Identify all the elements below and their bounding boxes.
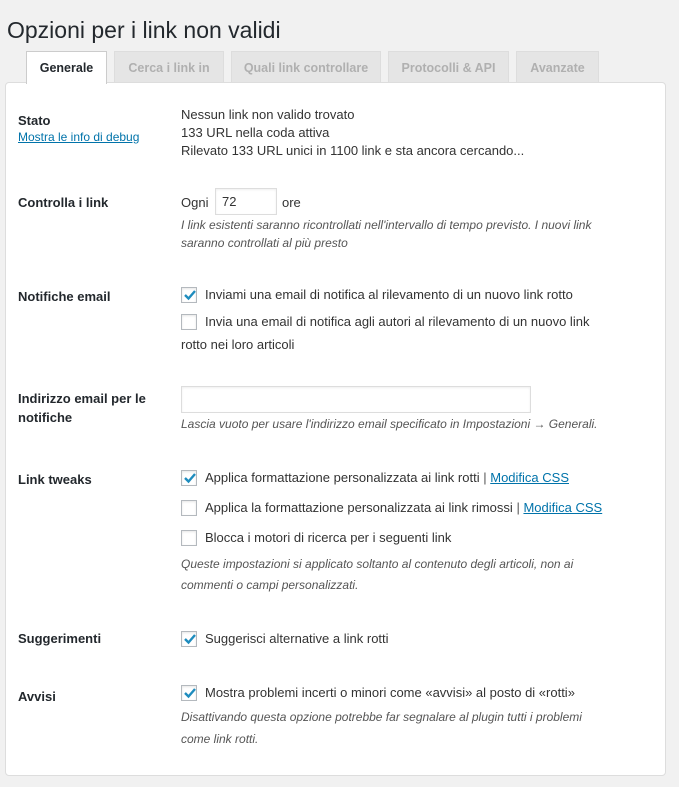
interval-prefix: Ogni	[181, 195, 209, 210]
checkmark-icon	[183, 288, 197, 302]
notify-authors-label-2: rotto nei loro articoli	[181, 337, 295, 352]
notifiche-label: Notifiche email	[18, 289, 111, 304]
controlla-label: Controlla i link	[18, 195, 109, 210]
interval-input[interactable]	[215, 188, 277, 215]
avvisi-desc-2: come link rotti.	[181, 732, 259, 746]
controlla-desc-2: saranno controllati al più presto	[181, 236, 348, 250]
avvisi-label: Avvisi	[18, 689, 56, 704]
format-removed-label: Applica la formattazione personalizzata ai link rimossi	[205, 500, 513, 515]
format-removed-checkbox[interactable]	[181, 500, 197, 516]
notify-me-checkbox[interactable]	[181, 287, 197, 303]
tweaks-desc-2: commenti o campi personalizzati.	[181, 578, 359, 592]
tab-quali-link[interactable]: Quali link controllare	[231, 51, 381, 83]
notify-me-label: Inviami una email di notifica al rilevamento di un nuovo link rotto	[205, 287, 573, 302]
format-broken-label: Applica formattazione personalizzata ai link rotti	[205, 470, 480, 485]
checkmark-icon	[183, 686, 197, 700]
checkmark-icon	[183, 632, 197, 646]
tweaks-label: Link tweaks	[18, 472, 92, 487]
page-title: Opzioni per i link non validi	[7, 17, 281, 44]
block-search-engines-checkbox[interactable]	[181, 530, 197, 546]
checkmark-icon	[183, 471, 197, 485]
interval-suffix: ore	[282, 195, 301, 210]
tab-protocolli-api[interactable]: Protocolli & API	[388, 51, 509, 83]
tab-cerca-link[interactable]: Cerca i link in	[114, 51, 224, 83]
tweaks-desc-1: Queste impostazioni si applicato soltanto al contenuto degli articoli, non ai	[181, 557, 574, 571]
warnings-label: Mostra problemi incerti o minori come «avvisi» al posto di «rotti»	[205, 685, 575, 700]
email-address-desc: Lascia vuoto per usare l'indirizzo email specificato in Impostazioni → Generali.	[181, 417, 598, 431]
warnings-checkbox[interactable]	[181, 685, 197, 701]
tab-avanzate[interactable]: Avanzate	[516, 51, 599, 83]
email-address-input[interactable]	[181, 386, 531, 413]
debug-info-link[interactable]: Mostra le info di debug	[18, 130, 140, 144]
notify-authors-label-1: Invia una email di notifica agli autori al rilevamento di un nuovo link	[205, 314, 590, 329]
format-removed-row	[205, 498, 602, 518]
email-address-label-2: notifiche	[18, 410, 73, 425]
avvisi-desc-1: Disattivando questa opzione potrebbe far segnalare al plugin tutti i problemi	[181, 710, 582, 724]
notify-authors-checkbox[interactable]	[181, 314, 197, 330]
suggest-alternatives-checkbox[interactable]	[181, 631, 197, 647]
stato-line-1: Nessun link non valido trovato	[181, 107, 355, 122]
controlla-desc-1: I link esistenti saranno ricontrollati nell'intervallo di tempo previsto. I nuovi link	[181, 218, 592, 232]
email-address-label-1: Indirizzo email per le	[18, 391, 146, 406]
separator: |	[483, 470, 487, 485]
stato-line-2: 133 URL nella coda attiva	[181, 125, 330, 140]
stato-label: Stato	[18, 113, 51, 128]
tab-generale[interactable]: Generale	[26, 51, 107, 84]
format-broken-row	[205, 468, 569, 488]
separator: |	[516, 500, 520, 515]
suggerimenti-label: Suggerimenti	[18, 631, 102, 646]
settings-panel	[5, 82, 666, 776]
stato-line-3: Rilevato 133 URL unici in 1100 link e sta ancora cercando...	[181, 143, 525, 158]
suggest-alternatives-label: Suggerisci alternative a link rotti	[205, 631, 389, 646]
edit-css-removed-link[interactable]: Modifica CSS	[523, 500, 603, 515]
format-broken-checkbox[interactable]	[181, 470, 197, 486]
block-search-engines-label: Blocca i motori di ricerca per i seguenti link	[205, 530, 452, 545]
edit-css-broken-link[interactable]: Modifica CSS	[490, 470, 569, 485]
